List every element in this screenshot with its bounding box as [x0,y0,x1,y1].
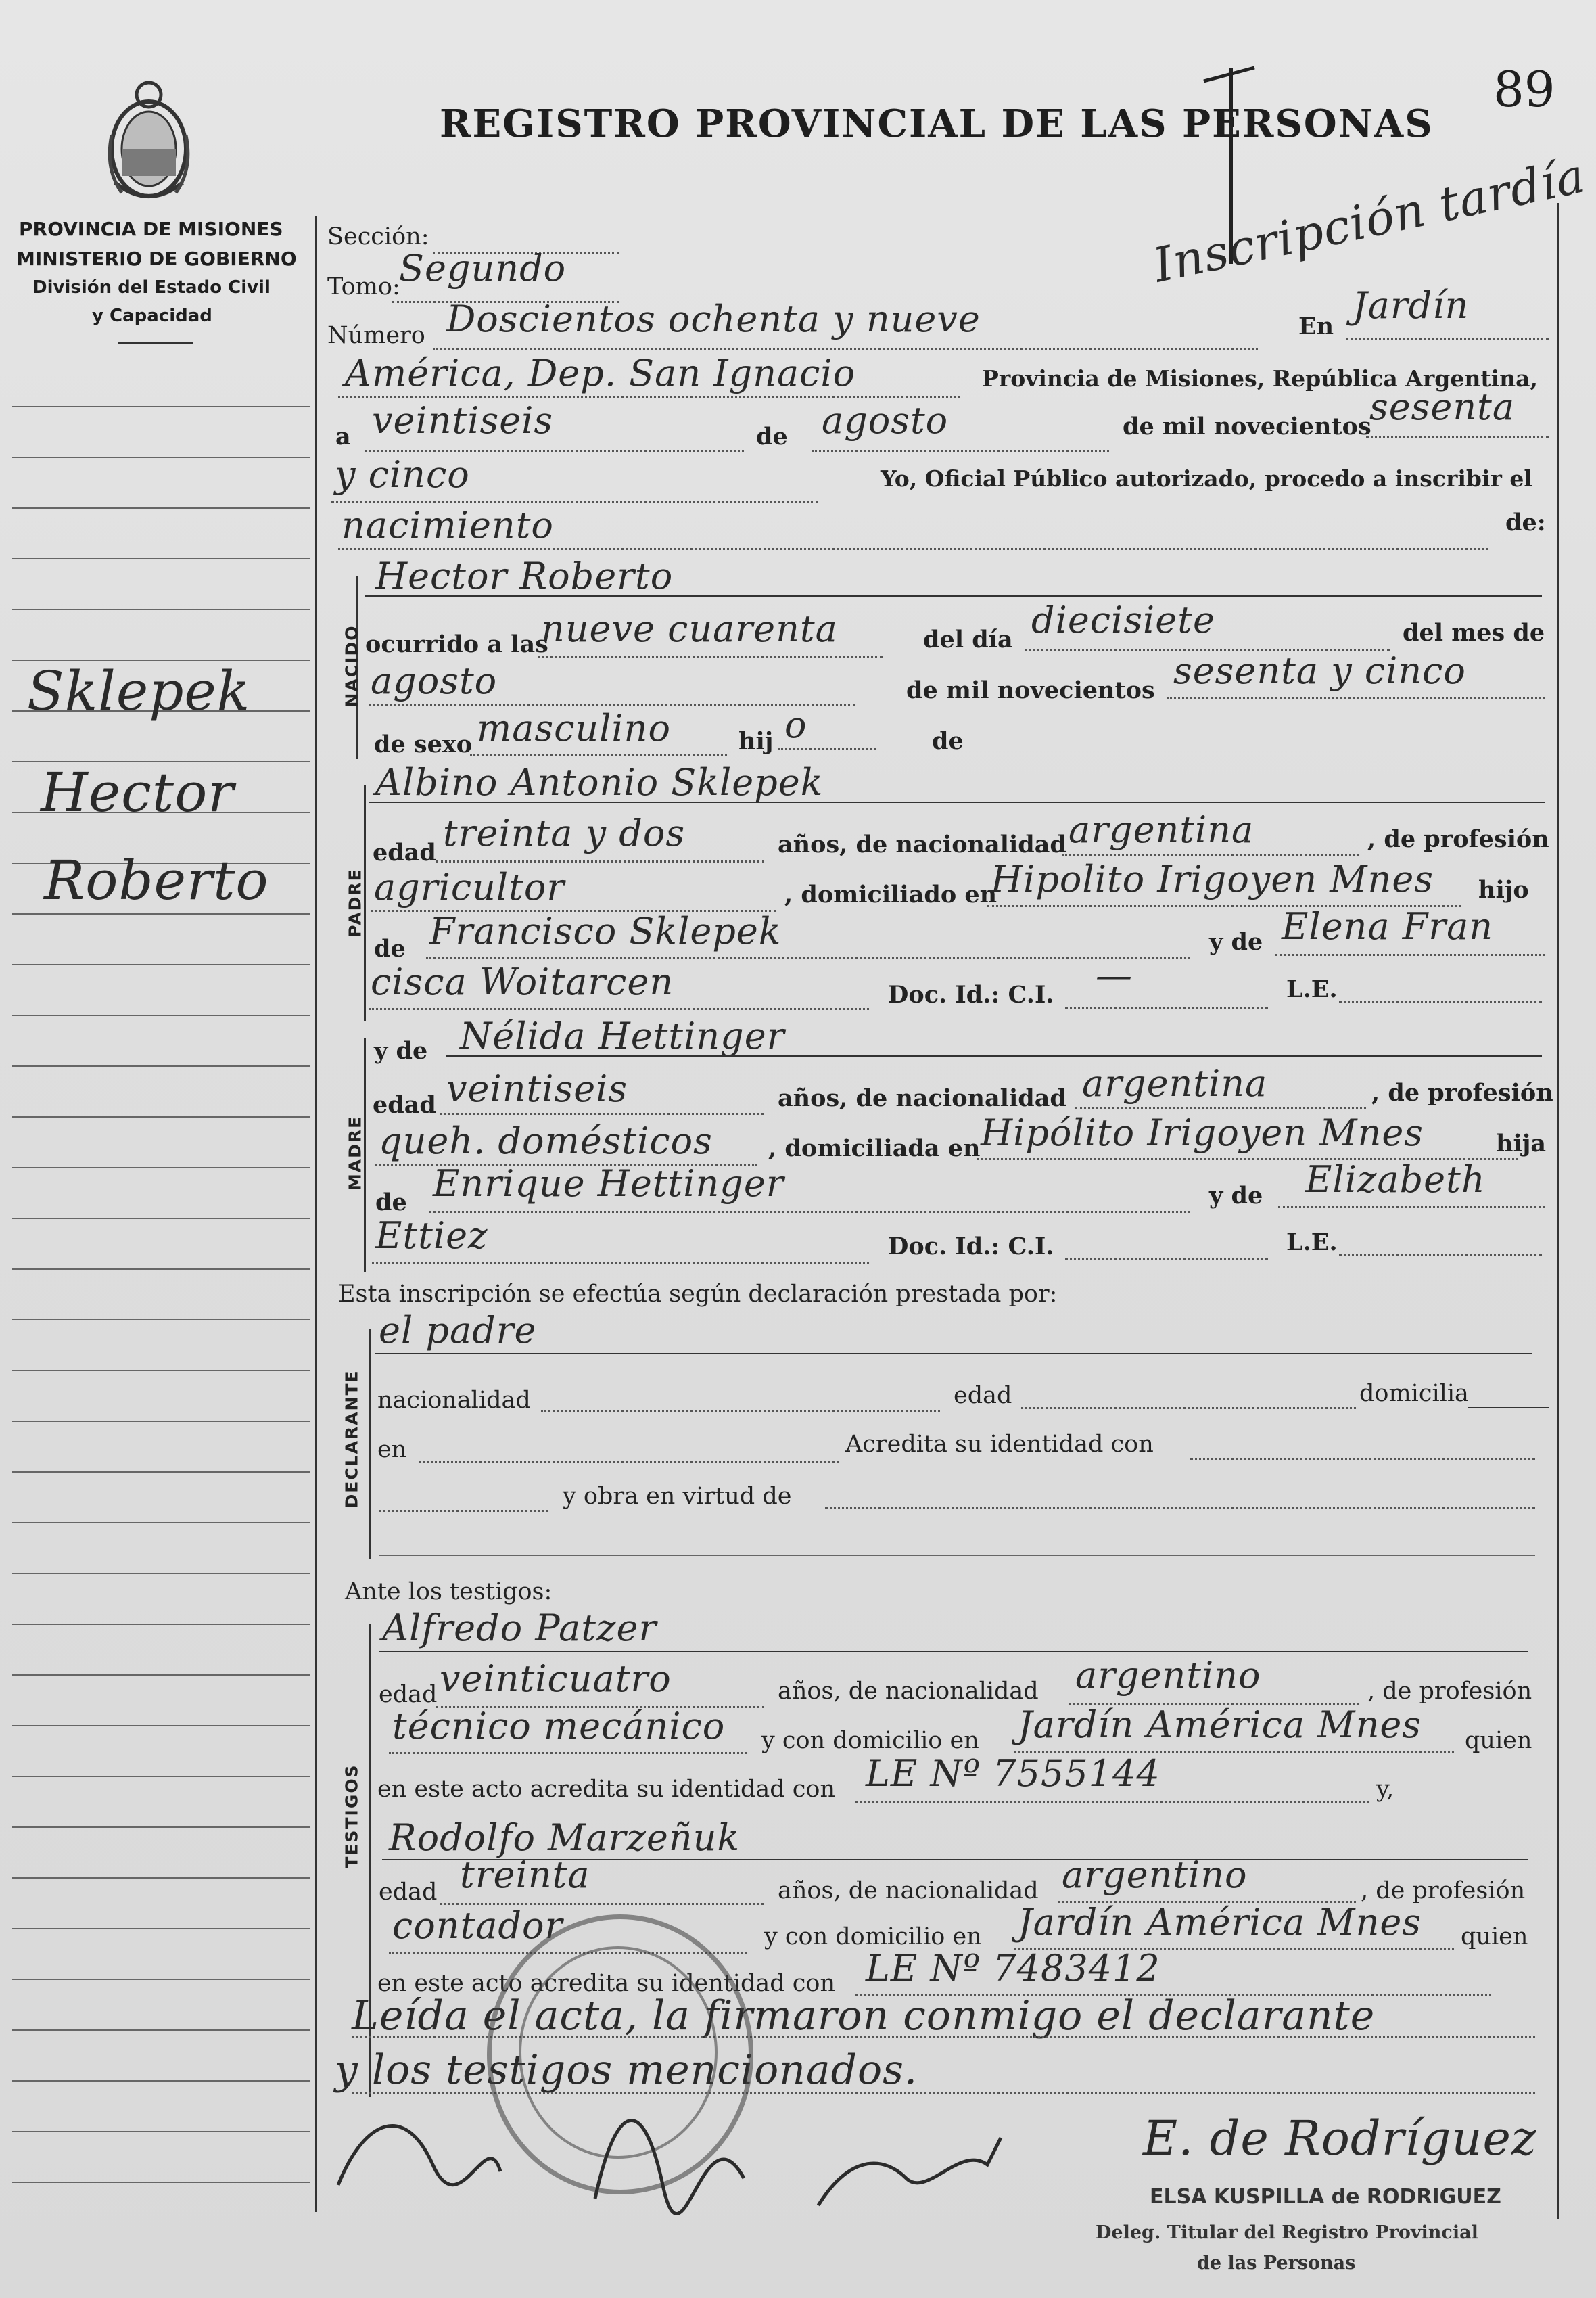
province-line1: PROVINCIA DE MISIONES [19,218,283,240]
margin-note-middle-name: Roberto [44,849,269,912]
de-mil-label: de mil novecientos [906,676,1155,704]
province-underline [118,342,193,344]
testigo2-acredita-label: en este acto acredita su identidad con [377,1970,836,1997]
declarante-en-label: en [377,1436,407,1463]
margin-rule [12,1370,310,1371]
sexo-value: masculino [477,707,671,750]
padre-doc-line [1065,1007,1268,1009]
declarante-intro: Esta inscripción se efectúa según declaración prestada por: [338,1281,1058,1308]
act-line [338,548,1488,550]
padre-edad-value: treinta y dos [443,812,686,854]
closing-line-2: y los testigos mencionados. [335,2046,918,2094]
madre-le-line [1339,1254,1542,1256]
nacido-de-label: de [932,727,964,755]
anio-line [1167,697,1545,699]
coat-of-arms-emblem [101,74,196,210]
padre-mother-line-1 [1275,954,1545,956]
nacido-name-value: Hector Roberto [375,555,674,597]
testigo1-y: y, [1376,1776,1394,1803]
margin-note-surname: Sklepek [27,660,251,722]
margin-rule [12,1015,310,1016]
declarante-nac-label: nacionalidad [377,1387,531,1414]
declarante-bottom-line [379,1555,1535,1556]
declarante-nac-line [541,1410,940,1412]
declarante-label: DECLARANTE [342,1369,362,1509]
testigos-label: TESTIGOS [342,1764,362,1868]
testigo1-edad-label: edad [379,1681,438,1708]
declarante-virtud-label: y obra en virtud de [563,1483,792,1510]
padre-name-line [369,802,1545,803]
de-label: de [756,423,788,451]
page-title: REGISTRO PROVINCIAL DE LAS PERSONAS [440,101,1434,146]
madre-edad-label: edad [373,1091,436,1119]
margin-rule [12,1979,310,1980]
late-registration-annotation: Inscripción tardía [1148,147,1591,294]
testigo1-dom-label: y con domicilio en [761,1727,979,1754]
ocurrido-label: ocurrido a las [365,630,548,658]
place-line-2 [338,396,960,398]
padre-doc-label: Doc. Id.: C.I. [888,981,1054,1009]
place-value-2: América, Dep. San Ignacio [345,352,856,394]
margin-rule [12,1319,310,1320]
testigos-intro: Ante los testigos: [345,1578,553,1605]
margin-rule [12,1573,310,1574]
margin-rule [12,609,310,610]
madre-prof-label: , de profesión [1371,1079,1553,1107]
madre-doc-label: Doc. Id.: C.I. [888,1233,1054,1260]
margin-rule [12,1725,310,1726]
declarante-virtud-pre-line [379,1510,548,1512]
declarante-acredita-line [1190,1458,1535,1460]
declarante-value-line [375,1353,1532,1354]
testigo2-nac-value: argentino [1062,1854,1248,1896]
testigo1-prof-label: , de profesión [1367,1678,1532,1705]
margin-rule [12,457,310,458]
margin-rule [12,1674,310,1676]
margin-note-given-name: Hector [41,761,235,824]
padre-hijo-label: hijo [1478,876,1529,904]
madre-mother-line-1 [1278,1206,1545,1208]
closing-line-1: Leída el acta, la firmaron conmigo el declarante [352,1992,1376,2040]
madre-de-label: de [375,1189,407,1216]
en-label: En [1298,313,1334,340]
page-number: 89 [1493,61,1555,118]
padre-prof-label: , de profesión [1367,825,1549,853]
margin-rule [12,964,310,965]
testigo1-id-line [855,1801,1369,1803]
madre-nac-value: argentina [1082,1062,1268,1105]
mes-value: agosto [371,660,498,702]
madre-mother-value-2: Ettiez [375,1214,488,1257]
testigo1-quien: quien [1465,1727,1532,1754]
testigo1-nac-label: años, de nacionalidad [778,1678,1039,1705]
margin-rule [12,1167,310,1168]
padre-nac-value: argentina [1069,808,1254,851]
anio-value: sesenta y cinco [1173,649,1466,692]
testigo1-name: Alfredo Patzer [382,1607,657,1649]
padre-label: PADRE [345,868,365,938]
province-text: Provincia de Misiones, República Argentina, [982,365,1539,392]
mes-line [369,704,855,706]
annotation-stroke [1190,61,1271,277]
declarante-dom-label: domicilia [1359,1380,1469,1407]
official-printed-title-2: de las Personas [1197,2253,1356,2274]
act-value: nacimiento [342,504,554,547]
day-value: veintiseis [372,399,554,442]
testigo2-prof-label: , de profesión [1361,1877,1526,1904]
padre-de-label: de [374,935,406,963]
province-line4: y Capacidad [92,306,212,326]
madre-name-value: Nélida Hettinger [460,1015,785,1057]
declarante-value: el padre [379,1309,537,1352]
padre-nac-label: años, de nacionalidad [778,831,1066,858]
margin-rule [12,1928,310,1929]
declarante-dom-line [1468,1407,1549,1408]
madre-yde2-label: y de [1209,1182,1263,1210]
padre-mother-value-1: Elena Fran [1282,905,1494,948]
padre-dom-value: Hipolito Irigoyen Mnes [991,858,1434,900]
margin-rule [12,2131,310,2132]
padre-edad-label: edad [373,839,436,867]
official-printed-name: ELSA KUSPILLA de RODRIGUEZ [1150,2185,1501,2209]
madre-father-line [429,1211,1190,1213]
padre-prof-value: agricultor [374,866,565,909]
margin-rule [12,1624,310,1625]
madre-doc-line [1065,1258,1268,1260]
testigo2-name: Rodolfo Marzeñuk [389,1816,741,1859]
declarante-bracket [369,1329,371,1559]
testigo2-prof-value: contador [392,1904,563,1947]
madre-nac-label: años, de nacionalidad [778,1084,1066,1112]
province-line2: MINISTERIO DE GOBIERNO [16,248,297,270]
tomo-value: Segundo [399,247,567,290]
margin-rule [12,558,310,559]
numero-label: Número [327,322,425,349]
year-value-2: y cinco [335,453,470,496]
madre-mother-line-2 [372,1262,869,1264]
numero-value: Doscientos ochenta y nueve [446,298,981,340]
testigo1-prof-line [389,1752,747,1754]
declarante-acredita-label: Acredita su identidad con [845,1431,1154,1458]
right-border [1557,203,1559,2219]
madre-name-line [446,1055,1542,1057]
sexo-line [470,754,727,756]
year-label: de mil novecientos [1123,413,1371,440]
margin-rule [12,1065,310,1067]
del-dia-label: del día [923,626,1013,653]
testigo1-acredita-label: en este acto acredita su identidad con [377,1776,836,1803]
nacido-label: NACIDO [342,624,362,708]
testigo2-id-value: LE Nº 7483412 [866,1947,1160,1990]
hora-value: nueve cuarenta [541,607,838,650]
hij-label: hij [738,727,774,755]
testigo1-edad-value: veinticuatro [440,1657,672,1700]
madre-mother-value-1: Elizabeth [1305,1158,1486,1201]
madre-dom-label: , domiciliada en [768,1134,981,1162]
tomo-label: Tomo: [327,273,400,300]
margin-rule [12,1522,310,1523]
madre-hija-label: hija [1496,1130,1547,1157]
padre-le-line [1339,1001,1542,1003]
margin-rule [12,1421,310,1422]
margin-rule [12,1218,310,1219]
padre-le-label: L.E. [1286,975,1338,1003]
padre-nac-line [1062,854,1359,856]
sexo-label: de sexo [374,731,473,758]
madre-edad-line [440,1113,764,1115]
padre-dom-label: , domiciliado en [784,881,998,909]
hora-line [538,656,883,658]
margin-rule [12,2182,310,2183]
testigo2-edad-label: edad [379,1879,438,1906]
madre-prof-value: queh. domésticos [379,1120,713,1162]
hij-line [778,748,876,750]
testigo2-nac-label: años, de nacionalidad [778,1877,1039,1904]
margin-rule [12,2080,310,2082]
official-printed-title-1: Deleg. Titular del Registro Provincial [1096,2222,1478,2243]
official-signature: E. de Rodríguez [1143,2111,1537,2166]
madre-edad-value: veintiseis [446,1067,628,1110]
province-line3: División del Estado Civil [32,277,271,298]
madre-label: MADRE [345,1115,365,1191]
padre-edad-line [436,860,764,863]
padre-father-value: Francisco Sklepek [429,910,782,952]
madre-le-label: L.E. [1286,1228,1338,1256]
madre-nac-line [1075,1107,1366,1109]
padre-name-value: Albino Antonio Sklepek [375,761,824,804]
year-line-1 [1366,436,1549,438]
margin-rule [12,913,310,915]
margin-rule [12,1877,310,1879]
month-value: agosto [822,399,949,442]
margin-rule [12,1268,310,1270]
seccion-label: Sección: [327,223,429,250]
del-mes-label: del mes de [1403,619,1545,647]
padre-doc-value: — [1096,954,1133,996]
margin-divider [315,216,317,2212]
margin-rule [12,507,310,509]
testigo2-quien: quien [1461,1923,1528,1950]
margin-rule [12,1826,310,1828]
place-line-1 [1346,338,1549,340]
testigo1-name-line [379,1651,1528,1652]
declarante-edad-label: edad [954,1382,1012,1409]
madre-dom-value: Hipólito Irigoyen Mnes [981,1111,1424,1154]
place-value-1: Jardín [1353,284,1470,327]
hij-value: o [784,704,807,746]
testigo1-dom-value: Jardín América Mnes [1018,1703,1422,1746]
testigo2-dom-value: Jardín América Mnes [1018,1901,1422,1944]
padre-father-line [426,957,1190,959]
padre-yde-label: y de [1209,928,1263,956]
padre-mother-value-2: cisca Woitarcen [371,961,674,1003]
year-value-1: sesenta [1369,386,1516,428]
de-colon-label: de: [1505,509,1546,536]
official-text: Yo, Oficial Público autorizado, procedo a inscribir el [881,465,1532,492]
declarante-edad-line [1021,1407,1356,1409]
declarante-en-line [419,1461,839,1463]
testigo1-prof-value: técnico mecánico [392,1705,726,1747]
testigo2-dom-label: y con domicilio en [764,1923,982,1950]
year-line-2 [331,501,818,503]
testigo1-id-value: LE Nº 7555144 [866,1752,1160,1795]
madre-father-value: Enrique Hettinger [433,1162,784,1205]
margin-rule [12,406,310,407]
margin-rule [12,1776,310,1777]
day-line [365,450,744,452]
month-line [812,450,1109,452]
nacido-name-line [365,595,1542,597]
testigo2-edad-value: treinta [460,1854,590,1896]
testigo1-nac-value: argentino [1075,1654,1261,1697]
numero-line [433,348,1258,350]
margin-rule [12,1116,310,1118]
a-label: a [335,423,351,451]
madre-yde-label: y de [374,1037,428,1065]
declarante-virtud-line [825,1507,1535,1509]
margin-rule [12,1471,310,1473]
dia-value: diecisiete [1031,599,1215,641]
padre-mother-line-2 [369,1008,869,1010]
margin-rule [12,2029,310,2031]
